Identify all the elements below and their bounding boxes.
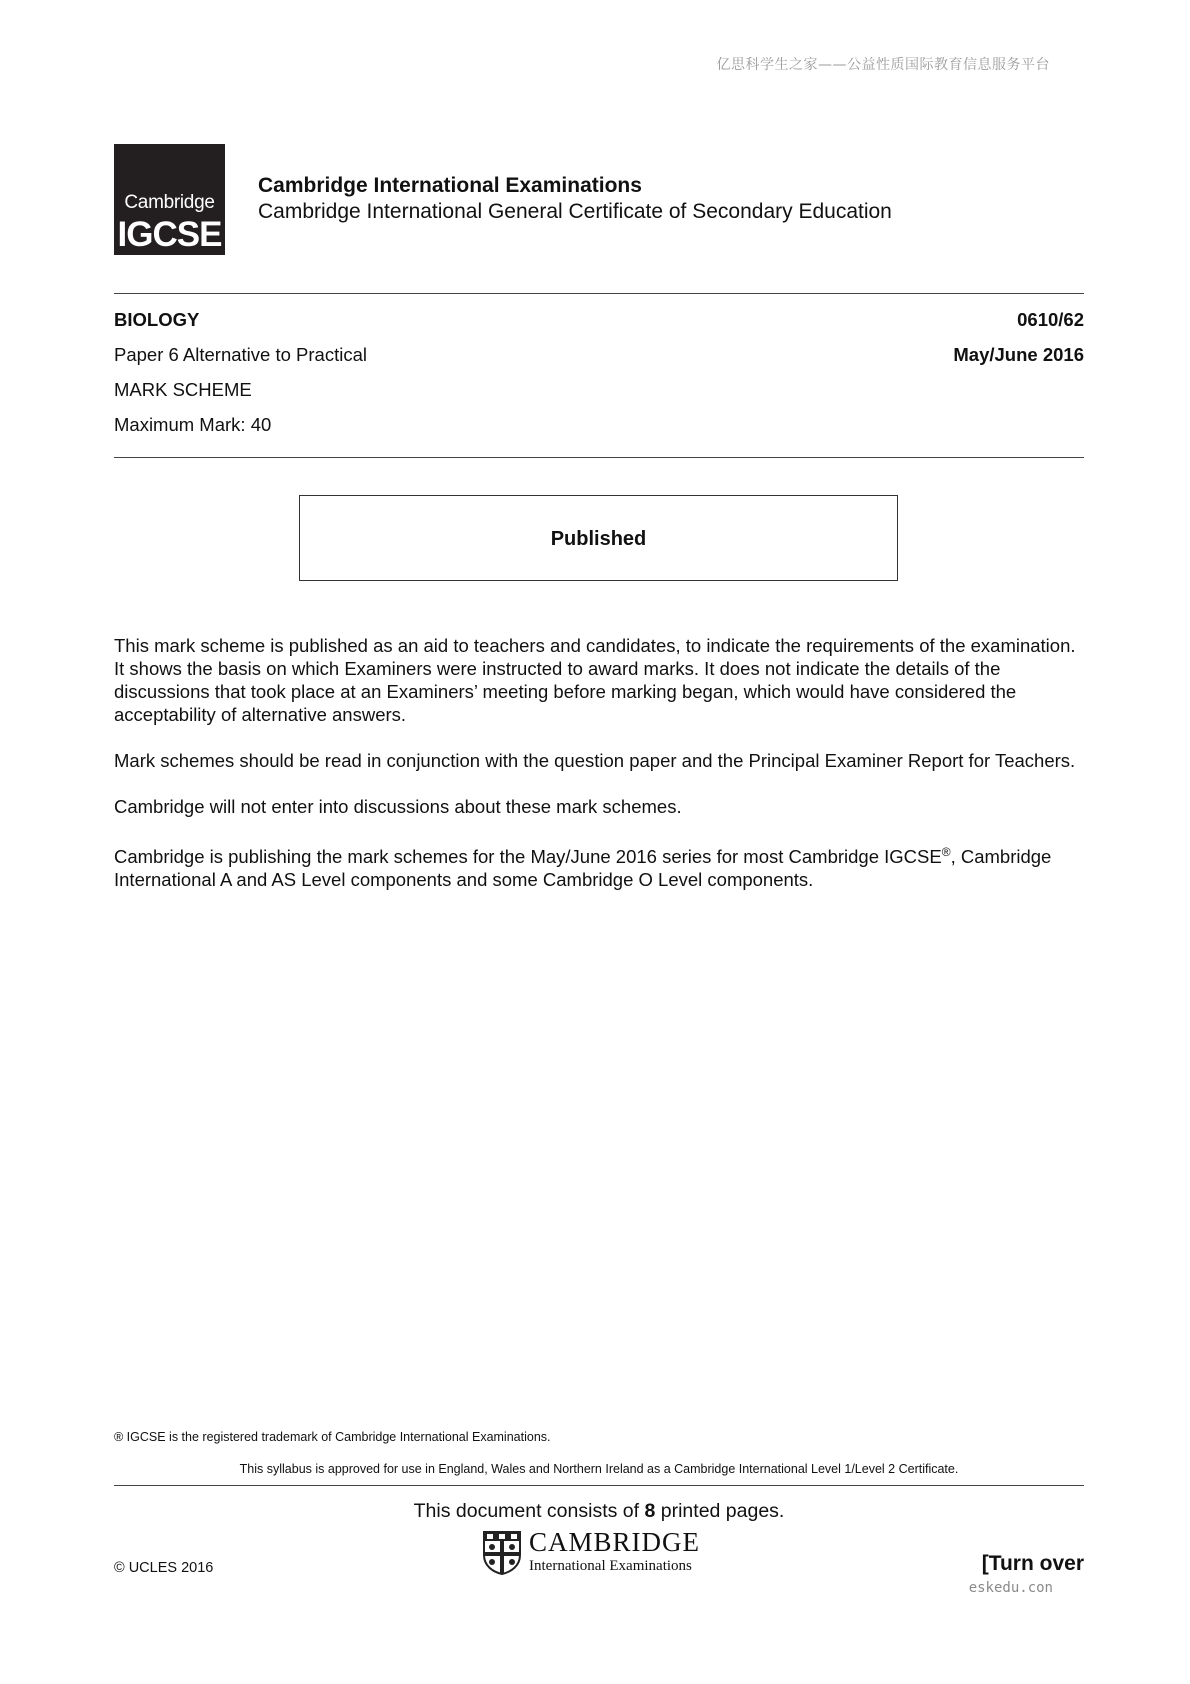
- paragraph-2: Mark schemes should be read in conjunction with the question paper and the Principal Examiner Report for Teachers.: [114, 750, 1076, 771]
- maximum-mark: Maximum Mark: 40: [114, 414, 272, 435]
- document-type: MARK SCHEME: [114, 379, 252, 400]
- paragraph-1: This mark scheme is published as an aid to teachers and candidates, to indicate the requirements of the examination. It shows the basis on which Examiners were instructed to award marks. It does not indicate the details of the discussions that took place at an Examiners’ meeting before marking began, which would have considered the acceptability of alternative answers.: [114, 635, 1076, 725]
- cambridge-subtitle: International Examinations: [529, 1558, 692, 1574]
- cambridge-logo: [483, 1529, 713, 1579]
- paper-title: Paper 6 Alternative to Practical: [114, 344, 367, 365]
- paragraph-4-part-2: , Cambridge International A and AS Level components and some Cambridge O Level components.: [114, 846, 1052, 891]
- session: May/June 2016: [953, 344, 1084, 365]
- cambridge-igcse-logo: [114, 144, 225, 255]
- paragraph-4: [114, 841, 1086, 891]
- meta-bottom-rule: [114, 457, 1084, 458]
- paragraph-4-part-1: Cambridge is publishing the mark schemes for the May/June 2016 series for most Cambridge IGCSE: [114, 846, 942, 868]
- watermark-top: 亿思科学生之家——公益性质国际教育信息服务平台: [716, 57, 1050, 73]
- qualification-name: Cambridge International General Certificate of Secondary Education: [258, 200, 892, 223]
- subject: BIOLOGY: [114, 309, 200, 330]
- page-count-prefix: This document consists of: [413, 1500, 645, 1522]
- body-text: [114, 634, 1086, 914]
- top-rule: [114, 293, 1084, 294]
- paper-code: 0610/62: [1017, 309, 1084, 330]
- org-name: Cambridge International Examinations: [258, 174, 642, 197]
- watermark-bottom: eskedu.con: [968, 1580, 1053, 1596]
- trademark-note: ® IGCSE is the registered trademark of Cambridge International Examinations.: [114, 1430, 551, 1444]
- registered-mark: ®: [941, 845, 951, 859]
- page-count-number: 8: [644, 1500, 656, 1522]
- approval-note: This syllabus is approved for use in England, Wales and Northern Ireland as a Cambridge International Level 1/Level 2 Certificate.: [239, 1462, 959, 1476]
- shield-icon: [483, 1531, 521, 1575]
- logo-line1: Cambridge: [124, 192, 215, 213]
- status-box: [299, 495, 898, 581]
- paragraph-3: Cambridge will not enter into discussions about these mark schemes.: [114, 796, 682, 817]
- turn-over: [Turn over: [981, 1552, 1084, 1575]
- copyright: © UCLES 2016: [114, 1560, 214, 1576]
- status-label: Published: [550, 528, 647, 550]
- page-count-suffix: printed pages.: [655, 1500, 785, 1522]
- footer-rule: [114, 1485, 1084, 1486]
- cambridge-wordmark: CAMBRIDGE: [529, 1527, 701, 1557]
- page-count: [0, 1500, 1190, 1523]
- logo-line2: IGCSE: [117, 215, 222, 254]
